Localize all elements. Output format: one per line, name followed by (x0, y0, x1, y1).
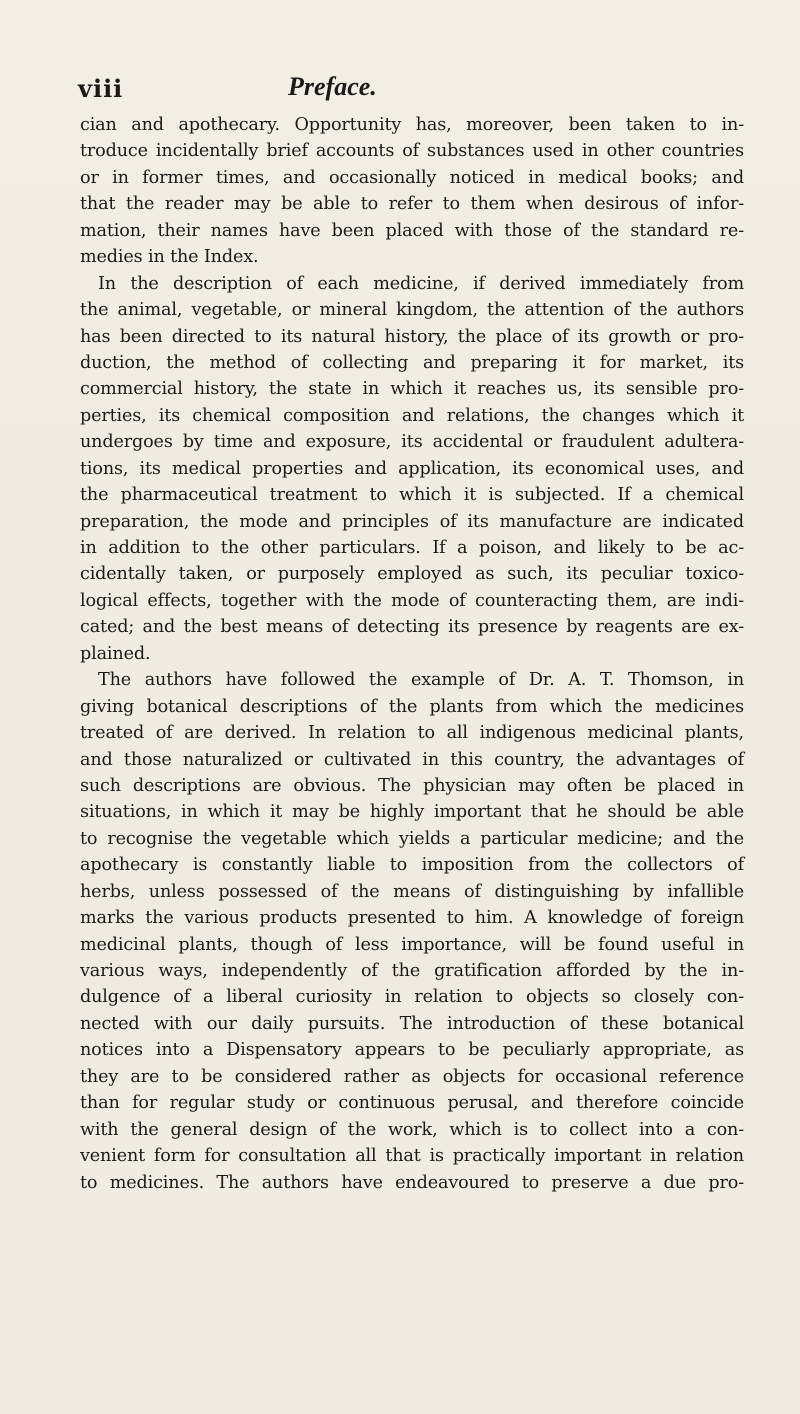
text-line: cated; and the best means of detecting its presence by reagents are ex- (80, 617, 744, 638)
text-line: duction, the method of collecting and preparing it for market, its (80, 352, 744, 373)
text-line: treated of are derived. In relation to all indigenous medicinal plants, (80, 723, 744, 744)
paragraph-3 (80, 667, 744, 1196)
text-line: to medicines. The authors have endeavoured to preserve a due pro- (80, 1172, 744, 1193)
text-line: they are to be considered rather as objects for occasional reference (80, 1066, 744, 1087)
text-line: situations, in which it may be highly important that he should be able (80, 802, 744, 823)
text-line: various ways, independently of the gratification afforded by the in- (80, 961, 744, 981)
text-line: and those naturalized or cultivated in this country, the advantages of (80, 749, 744, 770)
text-line: medicinal plants, though of less importance, will be found useful in (80, 934, 744, 955)
running-title: Preface. (288, 72, 377, 101)
text-line: such descriptions are obvious. The physician may often be placed in (80, 775, 744, 796)
text-line: notices into a Dispensatory appears to be peculiarly appropriate, as (80, 1040, 744, 1061)
text-line: tions, its medical properties and application, its economical uses, and (80, 458, 744, 479)
text-line: plained. (80, 643, 151, 664)
text-line: In the description of each medicine, if derived immediately from (98, 273, 744, 294)
text-line: in addition to the other particulars. If a poison, and likely to be ac- (80, 538, 744, 558)
text-line: herbs, unless possessed of the means of distinguishing by infallible (80, 881, 744, 902)
text-line: medies in the Index. (80, 247, 259, 268)
text-line: nected with our daily pursuits. The introduction of these botanical (80, 1013, 744, 1034)
text-line: The authors have followed the example of Dr. A. T. Thomson, in (98, 670, 744, 691)
text-line: or in former times, and occasionally noticed in medical books; and (80, 167, 744, 188)
text-line: to recognise the vegetable which yields a particular medicine; and the (80, 828, 744, 849)
text-line: the animal, vegetable, or mineral kingdom, the attention of the authors (80, 300, 744, 321)
text-line: mation, their names have been placed with those of the standard re- (80, 220, 744, 241)
text-line: perties, its chemical composition and relations, the changes which it (80, 405, 744, 426)
text-line: apothecary is constantly liable to imposition from the collectors of (80, 855, 744, 876)
paragraph-1 (80, 112, 744, 271)
text-line: the pharmaceutical treatment to which it is subjected. If a chemical (80, 485, 744, 506)
text-line: preparation, the mode and principles of its manufacture are indicated (80, 511, 744, 532)
text-line: commercial history, the state in which it reaches us, its sensible pro- (80, 379, 744, 400)
text-line: troduce incidentally brief accounts of substances used in other countries (80, 141, 744, 162)
text-line: has been directed to its natural history, the place of its growth or pro- (80, 326, 744, 347)
text-line: venient form for consultation all that is practically important in relation (80, 1146, 744, 1167)
text-line: than for regular study or continuous perusal, and therefore coincide (80, 1093, 744, 1114)
page-header (78, 74, 738, 114)
text-line: marks the various products presented to him. A knowledge of foreign (80, 908, 744, 929)
text-line: giving botanical descriptions of the plants from which the medicines (80, 696, 744, 717)
text-line: cian and apothecary. Opportunity has, moreover, been taken to in- (80, 115, 744, 135)
text-line: with the general design of the work, which is to collect into a con- (80, 1119, 744, 1140)
text-line: dulgence of a liberal curiosity in relation to objects so closely con- (80, 987, 744, 1008)
paragraph-2 (80, 271, 744, 668)
text-line: cidentally taken, or purposely employed as such, its peculiar toxico- (80, 564, 744, 585)
page-number: viii (78, 74, 124, 103)
text-line: that the reader may be able to refer to them when desirous of infor- (80, 194, 744, 215)
text-line: undergoes by time and exposure, its accidental or fraudulent adultera- (80, 432, 744, 453)
body-text (80, 112, 744, 1196)
text-line: logical effects, together with the mode of counteracting them, are indi- (80, 590, 744, 611)
